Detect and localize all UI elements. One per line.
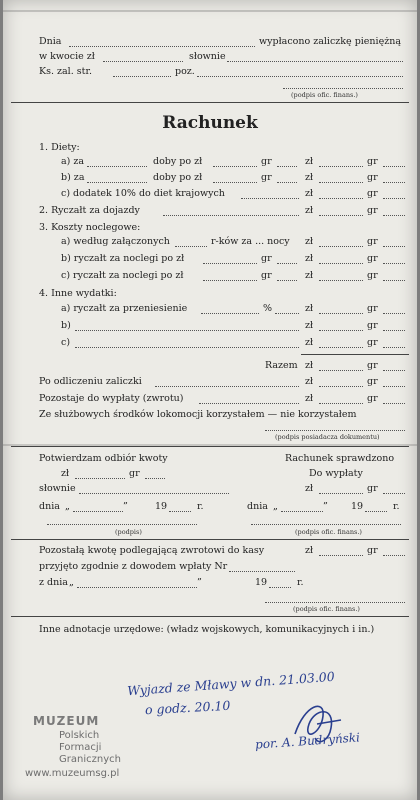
dots — [319, 493, 363, 494]
dots — [383, 555, 405, 556]
dots — [87, 166, 147, 167]
label-diety-b: b) za — [61, 172, 85, 183]
watermark-line2: Formacji — [59, 742, 102, 753]
dots — [163, 215, 299, 216]
label-gr: gr — [367, 303, 378, 314]
podpis-ofic-label: (podpis ofic. finans.) — [291, 91, 358, 99]
divider — [11, 616, 409, 617]
label-gr: gr — [367, 188, 378, 199]
label-zl: zł — [305, 156, 314, 167]
dots — [75, 478, 125, 479]
label-ks-zal: Ks. zal. str. — [39, 66, 92, 77]
quote-close: ” — [123, 501, 128, 512]
dots — [319, 370, 363, 371]
label-sprawdzono: Rachunek sprawdzono — [285, 453, 395, 464]
label-potwierdzam: Potwierdzam odbiór kwoty — [39, 453, 168, 464]
dots — [383, 246, 405, 247]
dots — [229, 571, 295, 572]
dots — [277, 280, 297, 281]
label-gr: gr — [367, 483, 378, 494]
quote-close: ” — [323, 501, 328, 512]
quote-open: „ — [69, 577, 74, 588]
podpis-label: (podpis) — [115, 528, 142, 536]
dots — [175, 246, 207, 247]
label-r: r. — [197, 501, 204, 512]
label-r: r. — [297, 577, 304, 588]
label-gr: gr — [261, 253, 272, 264]
label-koszty: 3. Koszty noclegowe: — [39, 222, 141, 233]
dots — [265, 602, 405, 603]
dots — [87, 182, 147, 183]
dots — [275, 313, 299, 314]
dots — [281, 511, 323, 512]
dots — [319, 386, 363, 387]
watermark-url: www.muzeumsg.pl — [25, 768, 120, 779]
label-gr: gr — [367, 270, 378, 281]
label-lokomocja: Ze służbowych środków lokomocji korzystałem — nie korzystałem — [39, 409, 357, 420]
label-zl: zł — [305, 172, 314, 183]
quote-open: „ — [273, 501, 278, 512]
dots — [75, 330, 299, 331]
dots — [79, 493, 229, 494]
label-zl: zł — [305, 320, 314, 331]
podpis-ofic-label: (podpis ofic. finans.) — [293, 605, 360, 613]
label-ryczalt-dojazdy: 2. Ryczałt za dojazdy — [39, 205, 140, 216]
dots — [319, 280, 363, 281]
label-odliczeniu: Po odliczeniu zaliczki — [39, 376, 142, 387]
dots — [383, 198, 405, 199]
label-year: 19 — [255, 577, 268, 588]
label-refund-1: Pozostałą kwotę podlegającą zwrotowi do kasy — [39, 545, 265, 556]
label-gr: gr — [367, 376, 378, 387]
label-wyplacono: wypłacono zaliczkę pieniężną — [259, 36, 401, 47]
label-gr: gr — [367, 393, 378, 404]
dots — [319, 166, 363, 167]
divider — [11, 446, 409, 447]
label-doby: doby po zł — [153, 156, 203, 167]
dots — [265, 430, 405, 431]
label-zl: zł — [305, 236, 314, 247]
podpis-posiadacza-label: (podpis posiadacza dokumentu) — [275, 433, 380, 441]
dots — [201, 313, 259, 314]
fold-line — [3, 444, 417, 446]
label-zl: zł — [305, 303, 314, 314]
label-koszty-b: b) ryczałt za noclegi po zł — [61, 253, 185, 264]
label-diety-c: c) dodatek 10% do diet krajowych — [61, 188, 225, 199]
dots — [75, 347, 299, 348]
label-r: r. — [393, 501, 400, 512]
dots — [319, 347, 363, 348]
label-gr: gr — [261, 172, 272, 183]
dots — [365, 511, 387, 512]
label-gr: gr — [367, 236, 378, 247]
dots — [251, 524, 401, 525]
dots — [383, 280, 405, 281]
dots — [69, 46, 255, 47]
dots — [145, 478, 165, 479]
dots — [319, 215, 363, 216]
dots — [269, 587, 291, 588]
dots — [203, 263, 257, 264]
label-gr: gr — [261, 270, 272, 281]
label-diety-a: a) za — [61, 156, 85, 167]
label-doby: doby po zł — [153, 172, 203, 183]
quote-open: „ — [65, 501, 70, 512]
dots — [383, 313, 405, 314]
dots — [103, 61, 183, 62]
label-zl: zł — [305, 360, 314, 371]
dots — [383, 403, 405, 404]
dots — [383, 166, 405, 167]
label-inne-adnotacje: Inne adnotacje urzędowe: (władz wojskowych, komunikacyjnych i in.) — [39, 624, 375, 635]
dots — [277, 182, 297, 183]
quote-close: ” — [197, 577, 202, 588]
label-gr: gr — [261, 156, 272, 167]
label-dnia: Dnia — [39, 36, 62, 47]
dots — [319, 313, 363, 314]
label-z-dnia: z dnia — [39, 577, 68, 588]
label-zl: zł — [305, 337, 314, 348]
handwritten-signature: por. A. Budryński — [254, 730, 361, 752]
dots — [155, 386, 299, 387]
dots — [383, 370, 405, 371]
dots — [383, 386, 405, 387]
label-zl: zł — [305, 205, 314, 216]
dots — [199, 403, 299, 404]
label-percent: % — [263, 303, 273, 314]
label-gr: gr — [367, 337, 378, 348]
dots — [283, 88, 403, 89]
dots — [197, 76, 403, 77]
label-koszty-c: c) ryczałt za noclegi po zł — [61, 270, 184, 281]
handwritten-note-1: Wyjazd ze Mławy w dn. 21.03.00 — [126, 668, 336, 699]
label-year: 19 — [351, 501, 364, 512]
dots — [213, 166, 257, 167]
label-inne-b: b) — [61, 320, 71, 331]
dots — [319, 263, 363, 264]
dots — [383, 493, 405, 494]
label-zl: zł — [305, 253, 314, 264]
label-zl: zł — [305, 188, 314, 199]
label-pozostaje: Pozostaje do wypłaty (zwrotu) — [39, 393, 184, 404]
dots — [277, 166, 297, 167]
label-slownie: słownie — [189, 51, 226, 62]
label-inne: 4. Inne wydatki: — [39, 288, 117, 299]
dots — [383, 263, 405, 264]
label-razem: Razem — [265, 360, 298, 371]
label-koszty-a: a) według załączonych — [61, 236, 170, 247]
label-dnia: dnia — [39, 501, 60, 512]
dots — [277, 263, 297, 264]
dots — [241, 198, 299, 199]
dots — [213, 182, 257, 183]
label-diety: 1. Diety: — [39, 142, 80, 153]
fold-line — [3, 10, 417, 12]
label-zl: zł — [305, 376, 314, 387]
label-do-wyplaty: Do wypłaty — [309, 468, 363, 479]
label-inne-a: a) ryczałt za przeniesienie — [61, 303, 188, 314]
label-year: 19 — [155, 501, 168, 512]
dots — [77, 587, 197, 588]
dots — [319, 403, 363, 404]
dots — [169, 511, 191, 512]
label-slownie: słownie — [39, 483, 76, 494]
dots — [73, 511, 123, 512]
watermark-muzeum: MUZEUM — [33, 714, 100, 728]
divider — [11, 102, 409, 103]
podpis-ofic-label: (podpis ofic. finans.) — [295, 528, 362, 536]
sum-rule — [301, 354, 409, 355]
label-zl: zł — [305, 545, 314, 556]
label-zl: zł — [61, 468, 70, 479]
label-inne-c: c) — [61, 337, 71, 348]
watermark-line3: Granicznych — [59, 754, 121, 765]
dots — [319, 246, 363, 247]
watermark-line1: Polskich — [59, 730, 100, 741]
label-gr: gr — [367, 172, 378, 183]
label-zl: zł — [305, 393, 314, 404]
label-zl: zł — [305, 270, 314, 281]
dots — [319, 555, 363, 556]
label-gr: gr — [367, 156, 378, 167]
label-gr: gr — [367, 253, 378, 264]
dots — [383, 347, 405, 348]
dots — [203, 280, 257, 281]
dots — [47, 524, 197, 525]
label-zl: zł — [305, 483, 314, 494]
dots — [227, 61, 403, 62]
label-koszty-a2: r-ków za ... nocy — [211, 236, 290, 247]
dots — [319, 330, 363, 331]
divider — [11, 539, 409, 540]
label-gr: gr — [367, 320, 378, 331]
label-gr: gr — [367, 360, 378, 371]
document-title: Rachunek — [162, 113, 258, 133]
label-poz: poz. — [175, 66, 195, 77]
dots — [319, 198, 363, 199]
label-w-kwocie: w kwocie zł — [39, 51, 95, 62]
dots — [383, 182, 405, 183]
label-gr: gr — [367, 545, 378, 556]
label-gr: gr — [129, 468, 140, 479]
document-page — [3, 0, 417, 800]
handwritten-note-2: o godz. 20.10 — [144, 697, 231, 718]
label-gr: gr — [367, 205, 378, 216]
dots — [383, 215, 405, 216]
label-dnia: dnia — [247, 501, 268, 512]
dots — [383, 330, 405, 331]
dots — [319, 182, 363, 183]
label-refund-2: przyjęto zgodnie z dowodem wpłaty Nr — [39, 561, 228, 572]
dots — [113, 76, 171, 77]
